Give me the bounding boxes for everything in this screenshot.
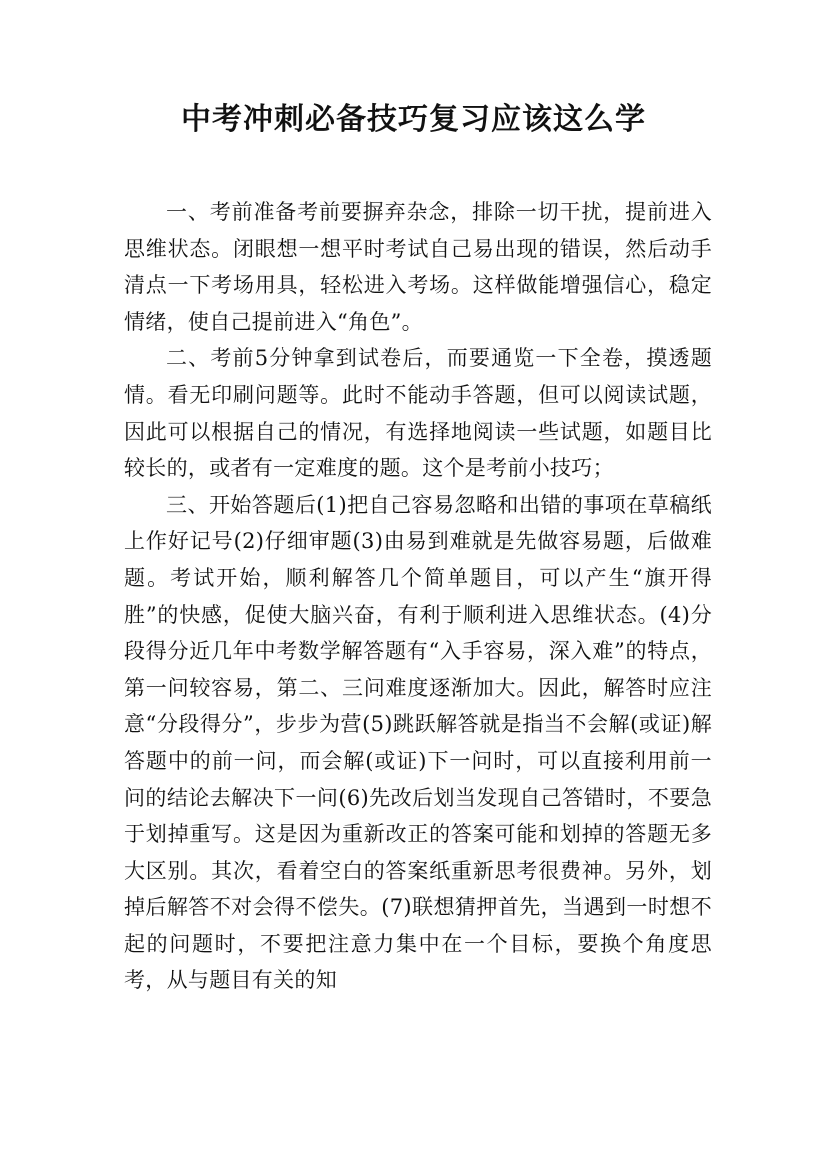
paragraph-3: 三、开始答题后(1)把自己容易忽略和出错的事项在草稿纸上作好记号(2)仔细审题(3)由易到难就是先做容易题，后做难题。考试开始，顺利解答几个简单题目，可以产生“旗开得胜”的快感，促使大脑兴奋，有利于顺利进入思维状态。(4)分段得分近几年中考数学解答题有“入手容易，深入难”的特点，第一问较容易，第二、三问难度逐渐加大。因此，解答时应注意“分段得分”，步步为营(5)跳跃解答就是指当不会解(或证)解答题中的前一问，而会解(或证)下一问时，可以直接利用前一问的结论去解决下一问(6)先改后划当发现自己答错时，不要急于划掉重写。这是因为重新改正的答案可能和划掉的答题无多大区别。其次，看着空白的答案纸重新思考很费神。另外，划掉后解答不对会得不偿失。(7)联想猜押首先，当遇到一时想不起的问题时，不要把注意力集中在一个目标，要换个角度思考，从与题目有关的知 bbox=[124, 492, 712, 993]
paragraph-1: 一、考前准备考前要摒弃杂念，排除一切干扰，提前进入思维状态。闭眼想一想平时考试自己易出现的错误，然后动手清点一下考场用具，轻松进入考场。这样做能增强信心，稳定情绪，使自己提前进入“角色”。 bbox=[124, 200, 712, 334]
document-title: 中考冲刺必备技巧复习应该这么学 bbox=[181, 102, 646, 137]
paragraph-2: 二、考前5分钟拿到试卷后，而要通览一下全卷，摸透题情。看无印刷问题等。此时不能动手答题，但可以阅读试题，因此可以根据自己的情况，有选择地阅读一些试题，如题目比较长的，或者有一定难度的题。这个是考前小技巧； bbox=[124, 346, 712, 481]
document-body bbox=[124, 194, 712, 999]
